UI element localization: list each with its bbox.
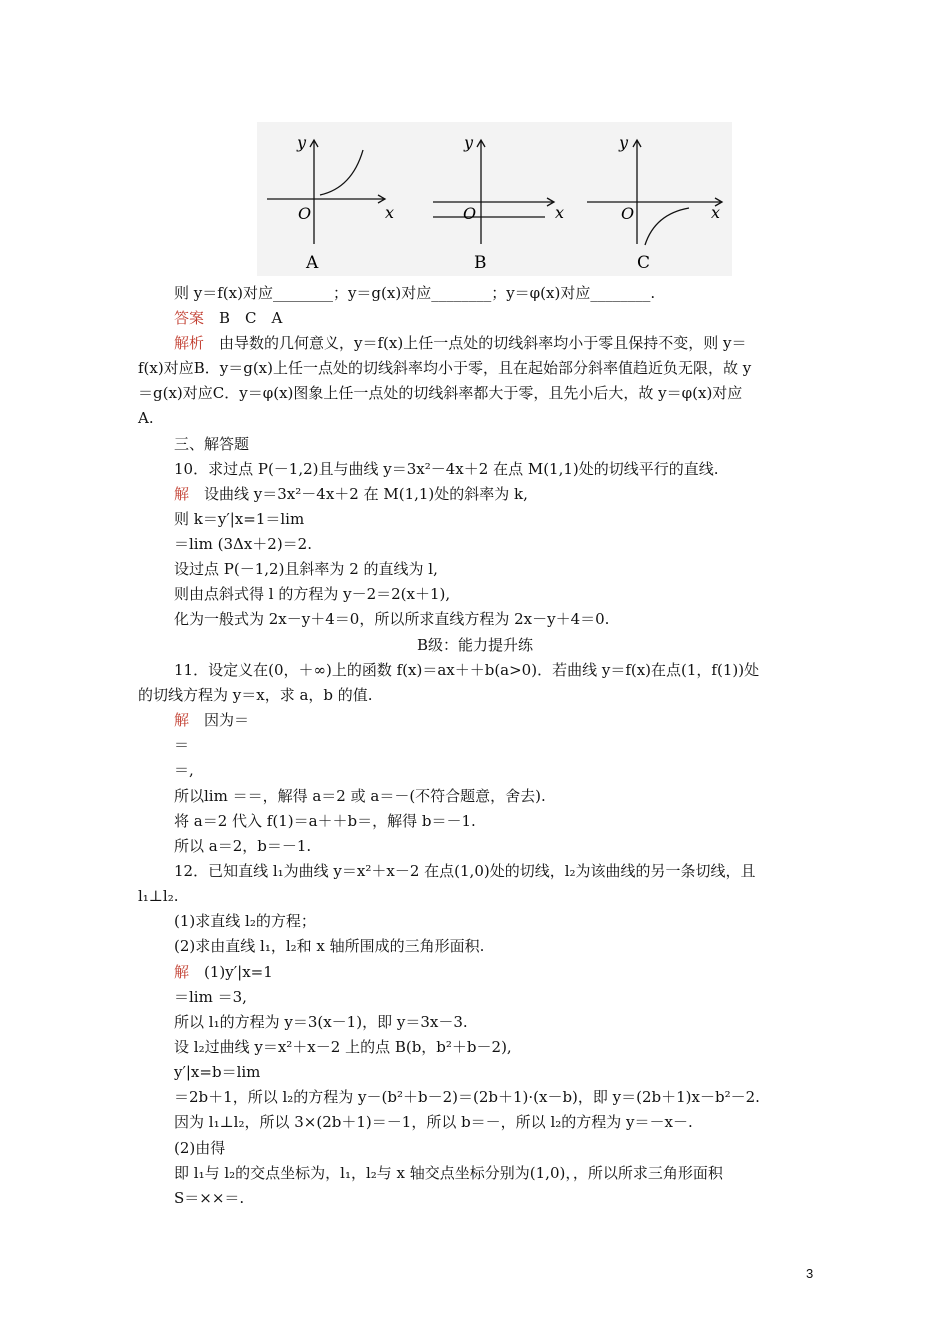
text-line: ＝g(x)对应C．y＝φ(x)图象上任一点处的切线斜率都大于零，且先小后大，故 y＝φ(x)对应 bbox=[138, 384, 743, 402]
text-line: (2)求由直线 l₁，l₂和 x 轴所围成的三角形面积. bbox=[174, 937, 485, 955]
graph-c-y-label: y bbox=[619, 133, 629, 152]
text-line: 答案 B C A bbox=[174, 309, 283, 327]
graph-a-caption: A bbox=[306, 253, 319, 273]
text-line: 解 因为＝ bbox=[174, 711, 250, 729]
text-line: 的切线方程为 y＝x，求 a，b 的值. bbox=[138, 686, 373, 704]
graph-b-caption: B bbox=[474, 253, 487, 273]
text-line: ＝lim ＝3, bbox=[174, 988, 247, 1006]
section-heading: 三、解答题 bbox=[174, 435, 250, 453]
text-line: 解析 由导数的几何意义，y＝f(x)上任一点处的切线斜率均小于零且保持不变，则 y＝ bbox=[174, 334, 747, 352]
graph-a-y-label: y bbox=[297, 133, 307, 152]
graph-b-x-label: x bbox=[555, 203, 565, 222]
text-line: 则 y＝f(x)对应________；y＝g(x)对应________；y＝φ(x)对应________. bbox=[174, 284, 656, 302]
graph-c-x-label: x bbox=[711, 203, 721, 222]
graph-b bbox=[433, 140, 554, 244]
text-line: 则由点斜式得 l 的方程为 y－2＝2(x＋1), bbox=[174, 585, 451, 603]
text-line: ＝lim (3Δx＋2)＝2. bbox=[174, 535, 312, 553]
text-line: 化为一般式为 2x－y＋4＝0，所以所求直线方程为 2x－y＋4＝0. bbox=[174, 610, 610, 628]
function-graphs-figure bbox=[257, 122, 732, 276]
graph-c-caption: C bbox=[637, 253, 651, 273]
text-line: 所以lim ＝＝，解得 a＝2 或 a＝－(不符合题意，舍去). bbox=[174, 787, 546, 805]
question-11: 11．设定义在(0，＋∞)上的函数 f(x)＝ax＋＋b(a>0)．若曲线 y＝f(x)在点(1，f(1))处 bbox=[174, 661, 760, 679]
text-line: f(x)对应B．y＝g(x)上任一点处的切线斜率均小于零，且在起始部分斜率值趋近负无限，故 y bbox=[138, 359, 752, 377]
text-line: 解 (1)y′|x=1 bbox=[174, 963, 273, 981]
text-line: 解 设曲线 y＝3x²－4x＋2 在 M(1,1)处的斜率为 k, bbox=[174, 485, 528, 503]
text-line: ＝2b＋1，所以 l₂的方程为 y－(b²＋b－2)＝(2b＋1)·(x－b)，即 y＝(2b＋1)x－b²－2. bbox=[174, 1088, 760, 1106]
text-line: ＝, bbox=[174, 761, 194, 779]
text-line: S＝××＝. bbox=[174, 1189, 245, 1207]
text-line: 将 a＝2 代入 f(1)＝a＋＋b＝，解得 b＝－1. bbox=[174, 812, 476, 830]
text-line: y′|x=b＝lim bbox=[174, 1063, 261, 1081]
graph-b-origin: O bbox=[463, 204, 477, 223]
graph-a-origin: O bbox=[298, 204, 312, 223]
text-line: l₁⊥l₂. bbox=[138, 887, 179, 905]
curve-c bbox=[645, 208, 689, 245]
text-line: (1)求直线 l₂的方程； bbox=[174, 912, 316, 930]
text-line: 所以 a＝2，b＝－1. bbox=[174, 837, 312, 855]
level-b-heading: B级：能力提升练 bbox=[416, 636, 534, 654]
text-line: A. bbox=[138, 409, 154, 427]
text-line: 所以 l₁的方程为 y＝3(x－1)，即 y＝3x－3. bbox=[174, 1013, 468, 1031]
graph-c bbox=[587, 140, 722, 245]
analysis-label: 解析 bbox=[174, 334, 205, 352]
graph-a bbox=[267, 140, 385, 244]
graphs-svg bbox=[257, 122, 732, 276]
text-line: ＝ bbox=[174, 736, 190, 754]
solution-label: 解 bbox=[174, 711, 190, 729]
graph-a-x-label: x bbox=[385, 203, 395, 222]
solution-label: 解 bbox=[174, 963, 190, 981]
solution-label: 解 bbox=[174, 485, 190, 503]
text-line: 设过点 P(－1,2)且斜率为 2 的直线为 l, bbox=[174, 560, 438, 578]
text-line: 设 l₂过曲线 y＝x²＋x－2 上的点 B(b，b²＋b－2), bbox=[174, 1038, 512, 1056]
text-line: 因为 l₁⊥l₂，所以 3×(2b＋1)＝－1，所以 b＝－，所以 l₂的方程为 y＝－x－. bbox=[174, 1113, 693, 1131]
page-number: 3 bbox=[806, 1266, 814, 1281]
graph-c-origin: O bbox=[621, 204, 635, 223]
answer-label: 答案 bbox=[174, 309, 205, 327]
question-10: 10．求过点 P(－1,2)且与曲线 y＝3x²－4x＋2 在点 M(1,1)处的切线平行的直线. bbox=[174, 460, 719, 478]
text-line: 即 l₁与 l₂的交点坐标为，l₁，l₂与 x 轴交点坐标分别为(1,0)，，所以所求三角形面积 bbox=[174, 1164, 723, 1182]
question-12: 12．已知直线 l₁为曲线 y＝x²＋x－2 在点(1,0)处的切线，l₂为该曲线的另一条切线，且 bbox=[174, 862, 756, 880]
curve-a bbox=[320, 150, 363, 195]
text-line: 则 k＝y′|x=1＝lim bbox=[174, 510, 305, 528]
text-line: (2)由得 bbox=[174, 1139, 226, 1157]
graph-b-y-label: y bbox=[464, 133, 474, 152]
